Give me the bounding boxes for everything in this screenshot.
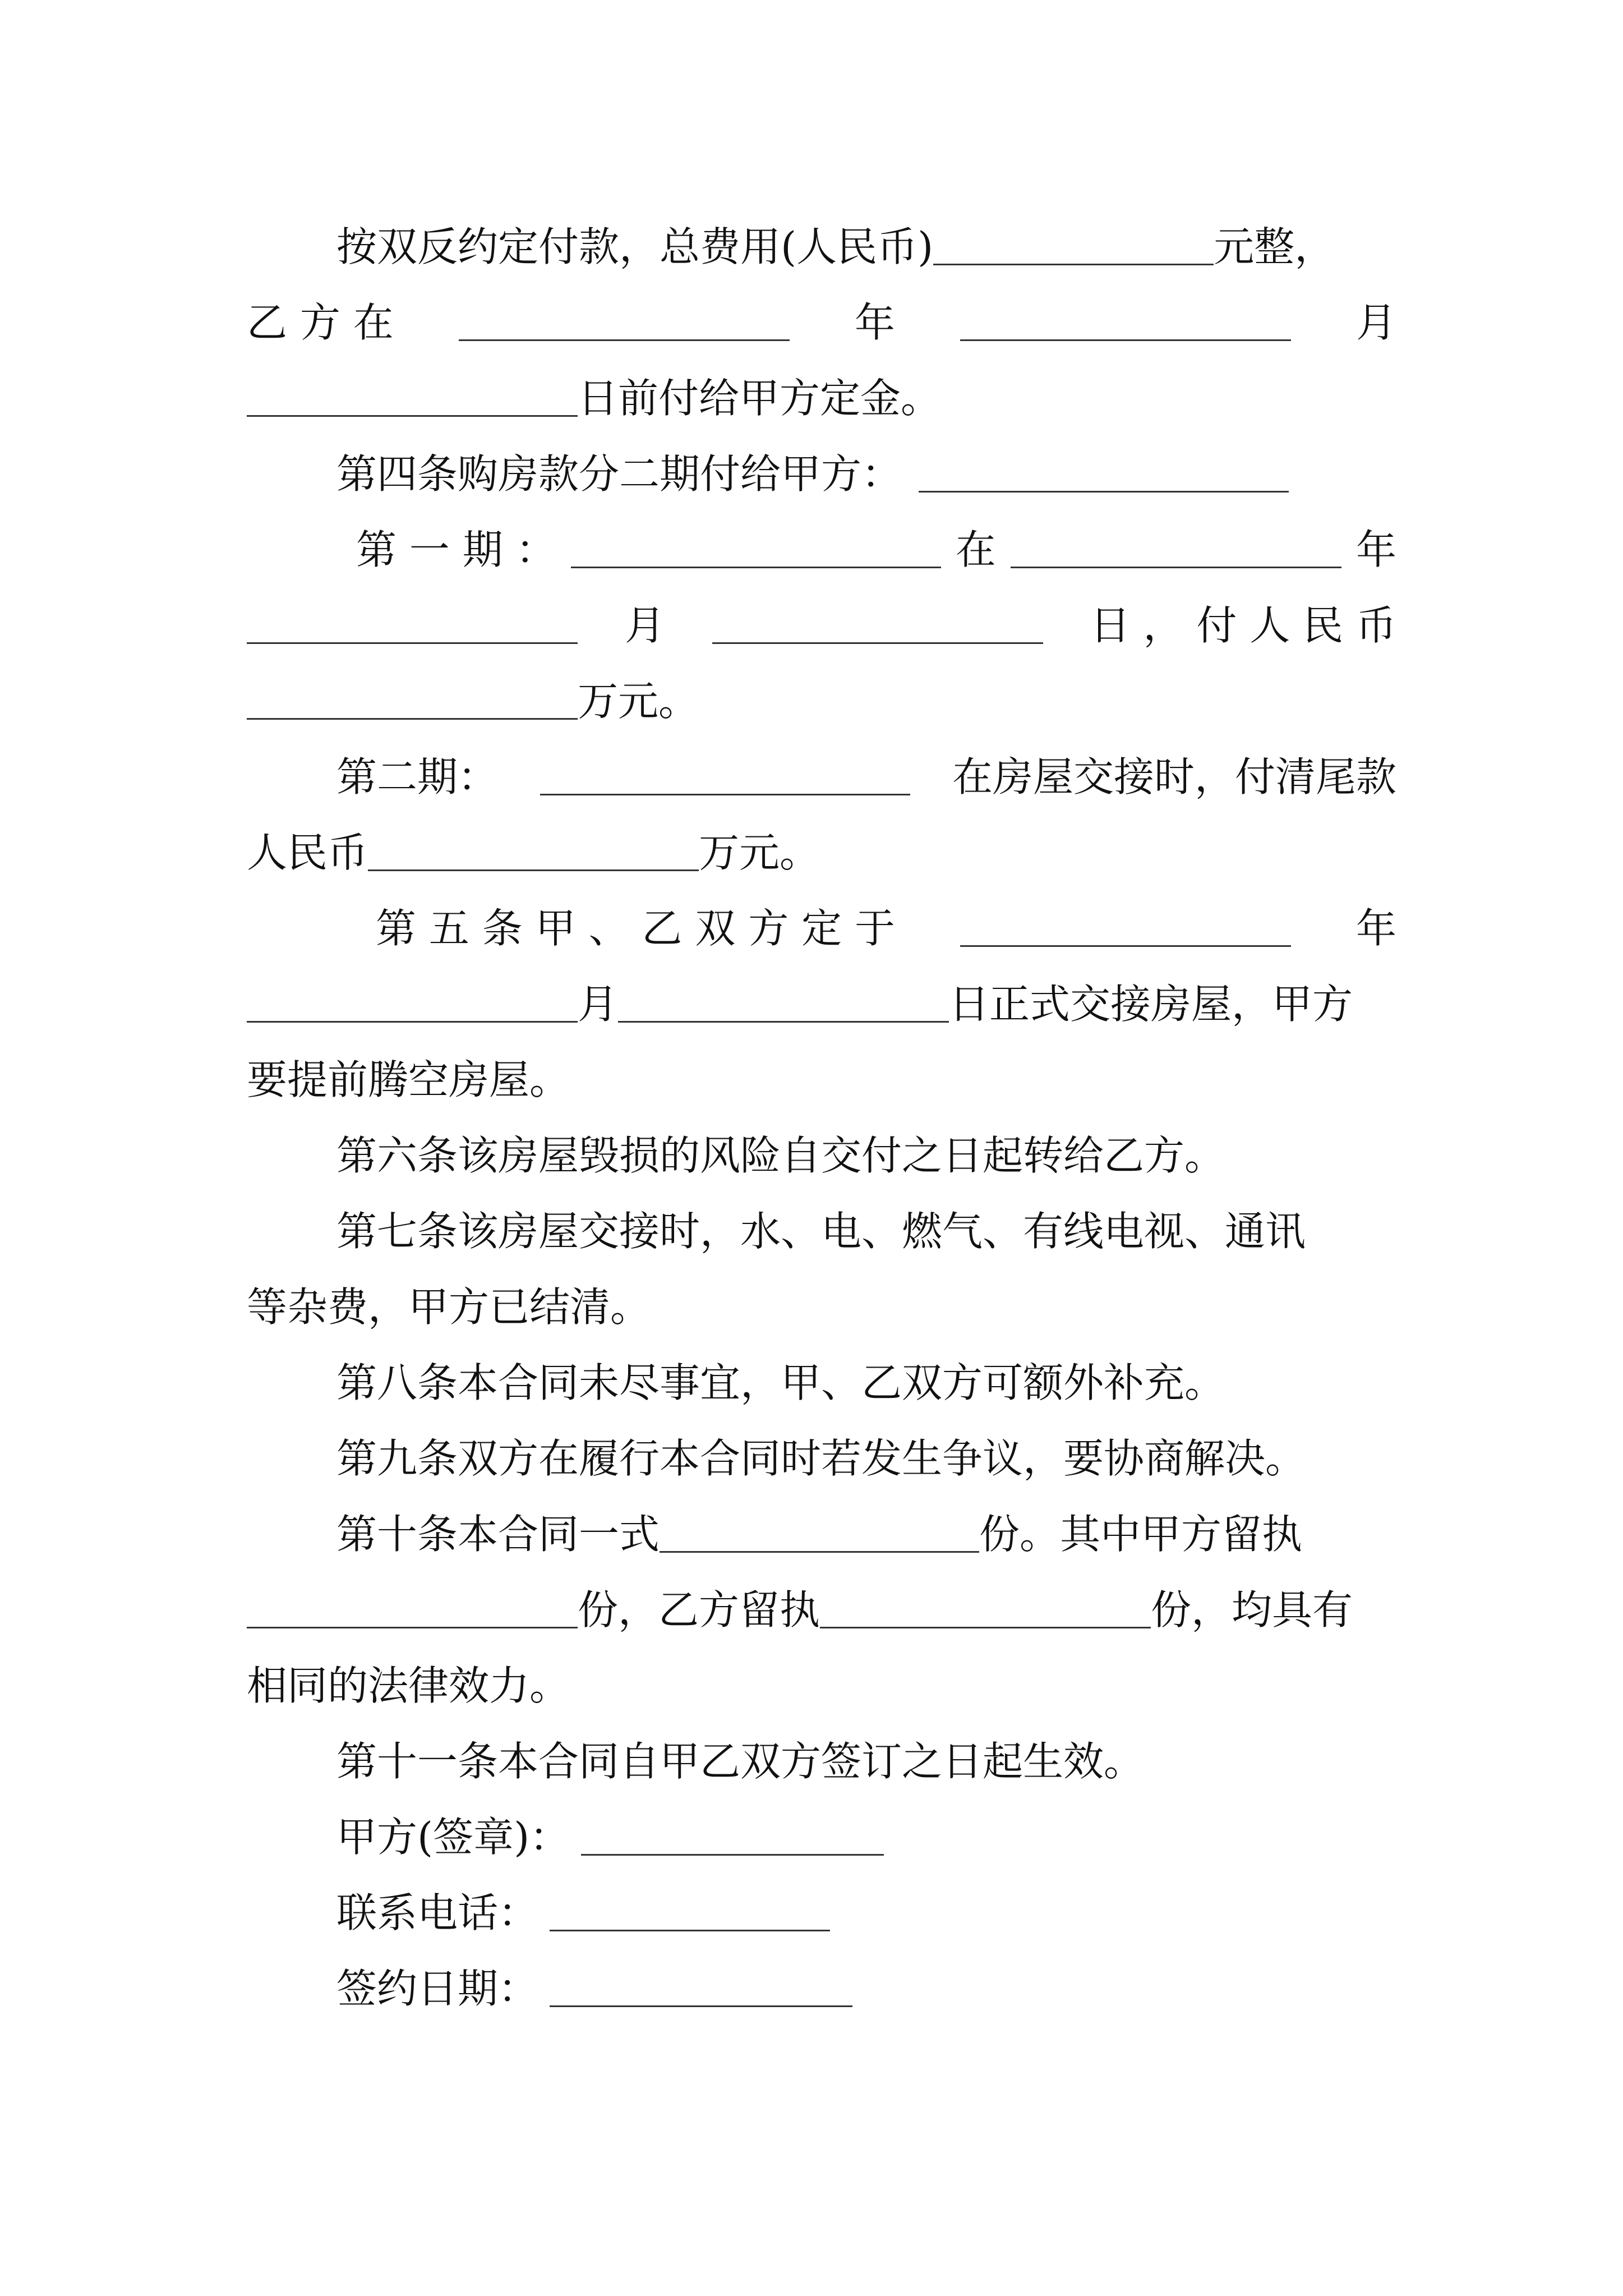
article-5-line [376, 900, 1396, 956]
article-7-line-2 [247, 1279, 1396, 1335]
article-6-line [336, 1128, 1396, 1184]
party-a-signature-line [336, 1809, 1396, 1865]
payment-text: 按双反约定付款，总费用(人民币) [336, 223, 934, 270]
sign-date-blank [550, 1971, 852, 2007]
phase-1-month-blank [247, 608, 578, 644]
phase-1-line [356, 522, 1396, 578]
article-10-line-2 [247, 1582, 1396, 1638]
article-8-text: 第八条本合同未尽事宜，甲、乙双方可额外补充。 [336, 1359, 1225, 1406]
article-11-text: 第十一条本合同自甲乙双方签订之日起生效。 [336, 1738, 1145, 1785]
deposit-date-line [247, 295, 1396, 351]
deposit-month-blank [960, 305, 1291, 341]
article-10-line-3 [247, 1658, 1396, 1714]
deposit-day-blank [247, 380, 578, 417]
phase-1-year-blank [1011, 532, 1341, 568]
phase-1-day-pay: 日 ， 付 人 民 币 [1090, 602, 1396, 649]
article-5-text: 第 五 条 甲 、 乙 双 方 定 于 [376, 905, 895, 952]
article-10-text-a: 第十条本合同一式 [336, 1511, 660, 1558]
article-5-date-line [247, 976, 1396, 1032]
article-5-cont: 要提前腾空房屋。 [247, 1056, 570, 1103]
article-5-day-text: 日正式交接房屋，甲方 [949, 981, 1353, 1028]
phase-1-amount-blank [247, 683, 578, 720]
article-4-text: 第四条购房款分二期付给甲方： [336, 450, 902, 498]
phase-1-at: 在 [955, 526, 996, 573]
party-a-label: 甲方(签章)： [336, 1814, 570, 1861]
article-7-text-2: 等杂费，甲方已结清。 [247, 1283, 651, 1331]
article-11-line [336, 1733, 1396, 1789]
phase-1-date-line [247, 597, 1396, 654]
deposit-party: 乙 方 在 [247, 299, 394, 346]
phase-1-day-blank [712, 608, 1043, 644]
article-10-text-d: 份，均具有 [1151, 1586, 1353, 1634]
article-5-year-blank [960, 910, 1291, 947]
copies-party-a-blank [247, 1592, 578, 1628]
phase-1-unit: 万元。 [578, 678, 699, 725]
phase-2-unit: 万元。 [699, 829, 820, 876]
article-7-text-1: 第七条该房屋交接时，水、电、燃气、有线电视、通讯 [336, 1208, 1306, 1255]
article-5-cont-line [247, 1052, 1396, 1108]
article-4-blank [919, 456, 1289, 493]
copies-party-b-blank [820, 1592, 1151, 1628]
article-10-line-1 [336, 1506, 1396, 1562]
phase-2-label: 第二期： [336, 753, 499, 800]
phase-2-currency: 人民币 [247, 829, 368, 876]
phase-1-label: 第 一 期 ： [356, 526, 556, 573]
article-5-day-blank [618, 986, 949, 1023]
copies-total-blank [660, 1516, 979, 1553]
article-5-year: 年 [1355, 905, 1396, 952]
article-6-text: 第六条该房屋毁损的风险自交付之日起转给乙方。 [336, 1132, 1225, 1179]
phase-1-amount-line [247, 673, 1396, 729]
phase-1-blank [571, 532, 941, 568]
phase-1-year: 年 [1355, 526, 1396, 573]
deposit-month-label: 月 [1355, 299, 1396, 346]
phone-line [336, 1885, 1396, 1941]
phase-2-blank [540, 759, 910, 795]
phase-2-amount-blank [368, 835, 699, 871]
article-7-line-1 [336, 1203, 1396, 1259]
payment-line [336, 219, 1396, 275]
deposit-day-text: 日前付给甲方定金。 [578, 375, 942, 422]
phase-2-line [336, 749, 1396, 805]
phase-2-text: 在房屋交接时，付清尾款 [952, 753, 1396, 800]
sign-date-label: 签约日期： [336, 1965, 539, 2012]
party-a-signature-blank [581, 1819, 884, 1856]
sign-date-line [336, 1961, 1396, 2017]
article-10-text-e: 相同的法律效力。 [247, 1662, 570, 1709]
article-9-text: 第九条双方在履行本合同时若发生争议，要协商解决。 [336, 1435, 1306, 1482]
article-5-month: 月 [578, 981, 619, 1028]
deposit-day-line [247, 370, 1396, 426]
article-4-line [336, 446, 1396, 502]
payment-unit: 元整， [1214, 223, 1335, 270]
phase-2-amount-line [247, 825, 1396, 881]
article-9-line [336, 1430, 1396, 1487]
article-5-month-blank [247, 986, 578, 1023]
article-10-text-b: 份。其中甲方留执 [979, 1511, 1303, 1558]
total-amount-blank [933, 229, 1214, 265]
deposit-year-blank [459, 305, 790, 341]
deposit-year-label: 年 [854, 299, 895, 346]
article-10-text-c: 份，乙方留执 [578, 1586, 820, 1634]
phase-1-month: 月 [624, 602, 665, 649]
article-8-line [336, 1355, 1396, 1411]
phone-blank [550, 1895, 830, 1931]
phone-label: 联系电话： [336, 1889, 539, 1936]
